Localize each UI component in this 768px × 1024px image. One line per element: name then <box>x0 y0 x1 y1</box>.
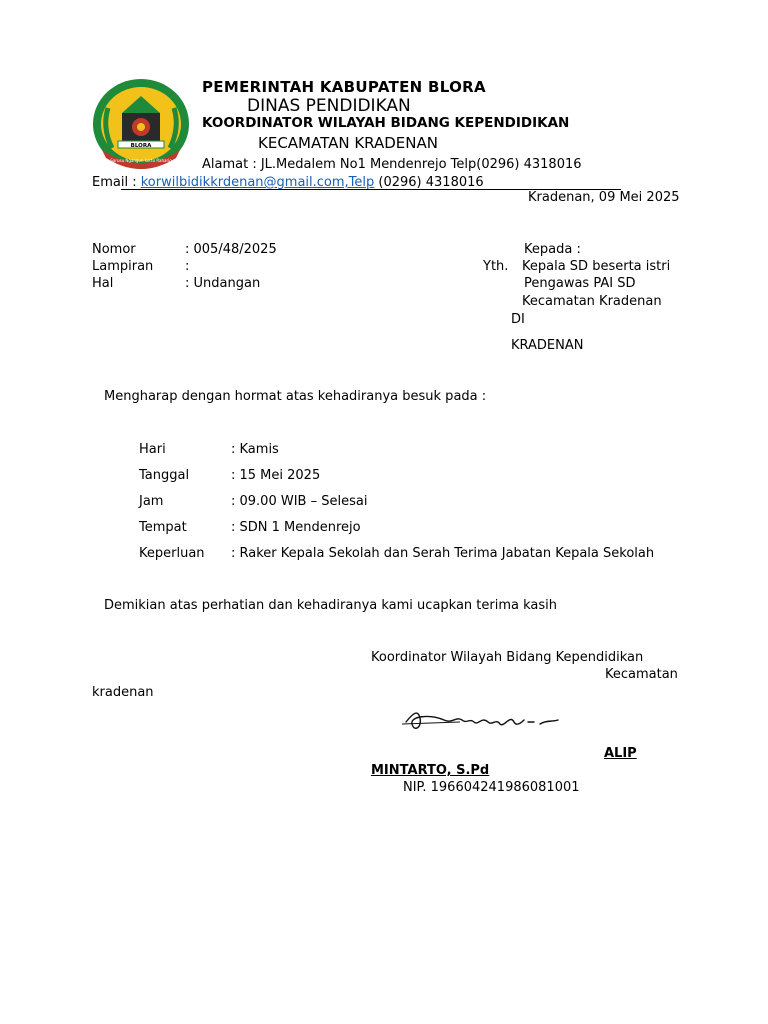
recipient-yth: Yth. <box>483 259 509 274</box>
signatory-title-line1: Koordinator Wilayah Bidang Kependidikan <box>371 650 644 665</box>
lampiran-value: : <box>185 259 190 274</box>
recipient-line2: Pengawas PAI SD <box>524 276 636 291</box>
letterhead-government: PEMERINTAH KABUPATEN BLORA <box>202 78 486 96</box>
svg-text:BLORA: BLORA <box>130 143 152 149</box>
svg-text:Sarusu Ngangun kerto Raharjo: Sarusu Ngangun kerto Raharjo <box>110 158 172 163</box>
recipient-line1: Kepala SD beserta istri <box>522 259 671 274</box>
detail-label-keperluan: Keperluan <box>139 546 205 561</box>
detail-value-tempat: : SDN 1 Mendenrejo <box>231 520 361 535</box>
opening-sentence: Mengharap dengan hormat atas kehadiranya besuk pada : <box>104 389 487 404</box>
recipient-line3: Kecamatan Kradenan <box>522 294 662 309</box>
signatory-title-line2: Kecamatan <box>605 667 678 682</box>
email-link[interactable]: korwilbidikkrdenan@gmail.com,Telp <box>140 175 375 190</box>
recipient-line5: KRADENAN <box>511 338 584 353</box>
blora-regency-logo <box>92 78 190 170</box>
hal-label: Hal <box>92 276 114 291</box>
signatory-name-part2: MINTARTO, S.Pd <box>371 763 490 778</box>
detail-label-tempat: Tempat <box>139 520 187 535</box>
detail-label-tanggal: Tanggal <box>139 468 190 483</box>
letterhead-subdistrict: KECAMATAN KRADENAN <box>258 134 438 152</box>
detail-value-hari: : Kamis <box>231 442 279 457</box>
detail-label-hari: Hari <box>139 442 166 457</box>
signatory-name-part1: ALIP <box>604 746 637 761</box>
closing-sentence: Demikian atas perhatian dan kehadiranya kami ucapkan terima kasih <box>104 598 558 613</box>
recipient-kepada: Kepada : <box>524 242 581 257</box>
letterhead-email-line <box>92 175 484 190</box>
lampiran-label: Lampiran <box>92 259 154 274</box>
signatory-title-line3: kradenan <box>92 685 154 700</box>
nomor-label: Nomor <box>92 242 136 257</box>
place-date: Kradenan, 09 Mei 2025 <box>528 190 680 205</box>
letterhead-department: DINAS PENDIDIKAN <box>247 96 411 116</box>
signatory-nip: NIP. 196604241986081001 <box>403 780 580 795</box>
handwritten-signature <box>400 700 580 740</box>
detail-label-jam: Jam <box>139 494 164 509</box>
detail-value-keperluan: : Raker Kepala Sekolah dan Serah Terima Jabatan Kepala Sekolah <box>231 546 655 561</box>
recipient-line4: DI <box>511 312 525 327</box>
email-phone: (0296) 4318016 <box>374 175 484 190</box>
detail-value-jam: : 09.00 WIB – Selesai <box>231 494 368 509</box>
letterhead-address: Alamat : JL.Medalem No1 Mendenrejo Telp(0296) 4318016 <box>202 157 582 172</box>
detail-value-tanggal: : 15 Mei 2025 <box>231 468 321 483</box>
letterhead-coordinator: KOORDINATOR WILAYAH BIDANG KEPENDIDIKAN <box>202 115 570 131</box>
hal-value: : Undangan <box>185 276 261 291</box>
email-label: Email : <box>92 175 141 190</box>
nomor-value: : 005/48/2025 <box>185 242 277 257</box>
